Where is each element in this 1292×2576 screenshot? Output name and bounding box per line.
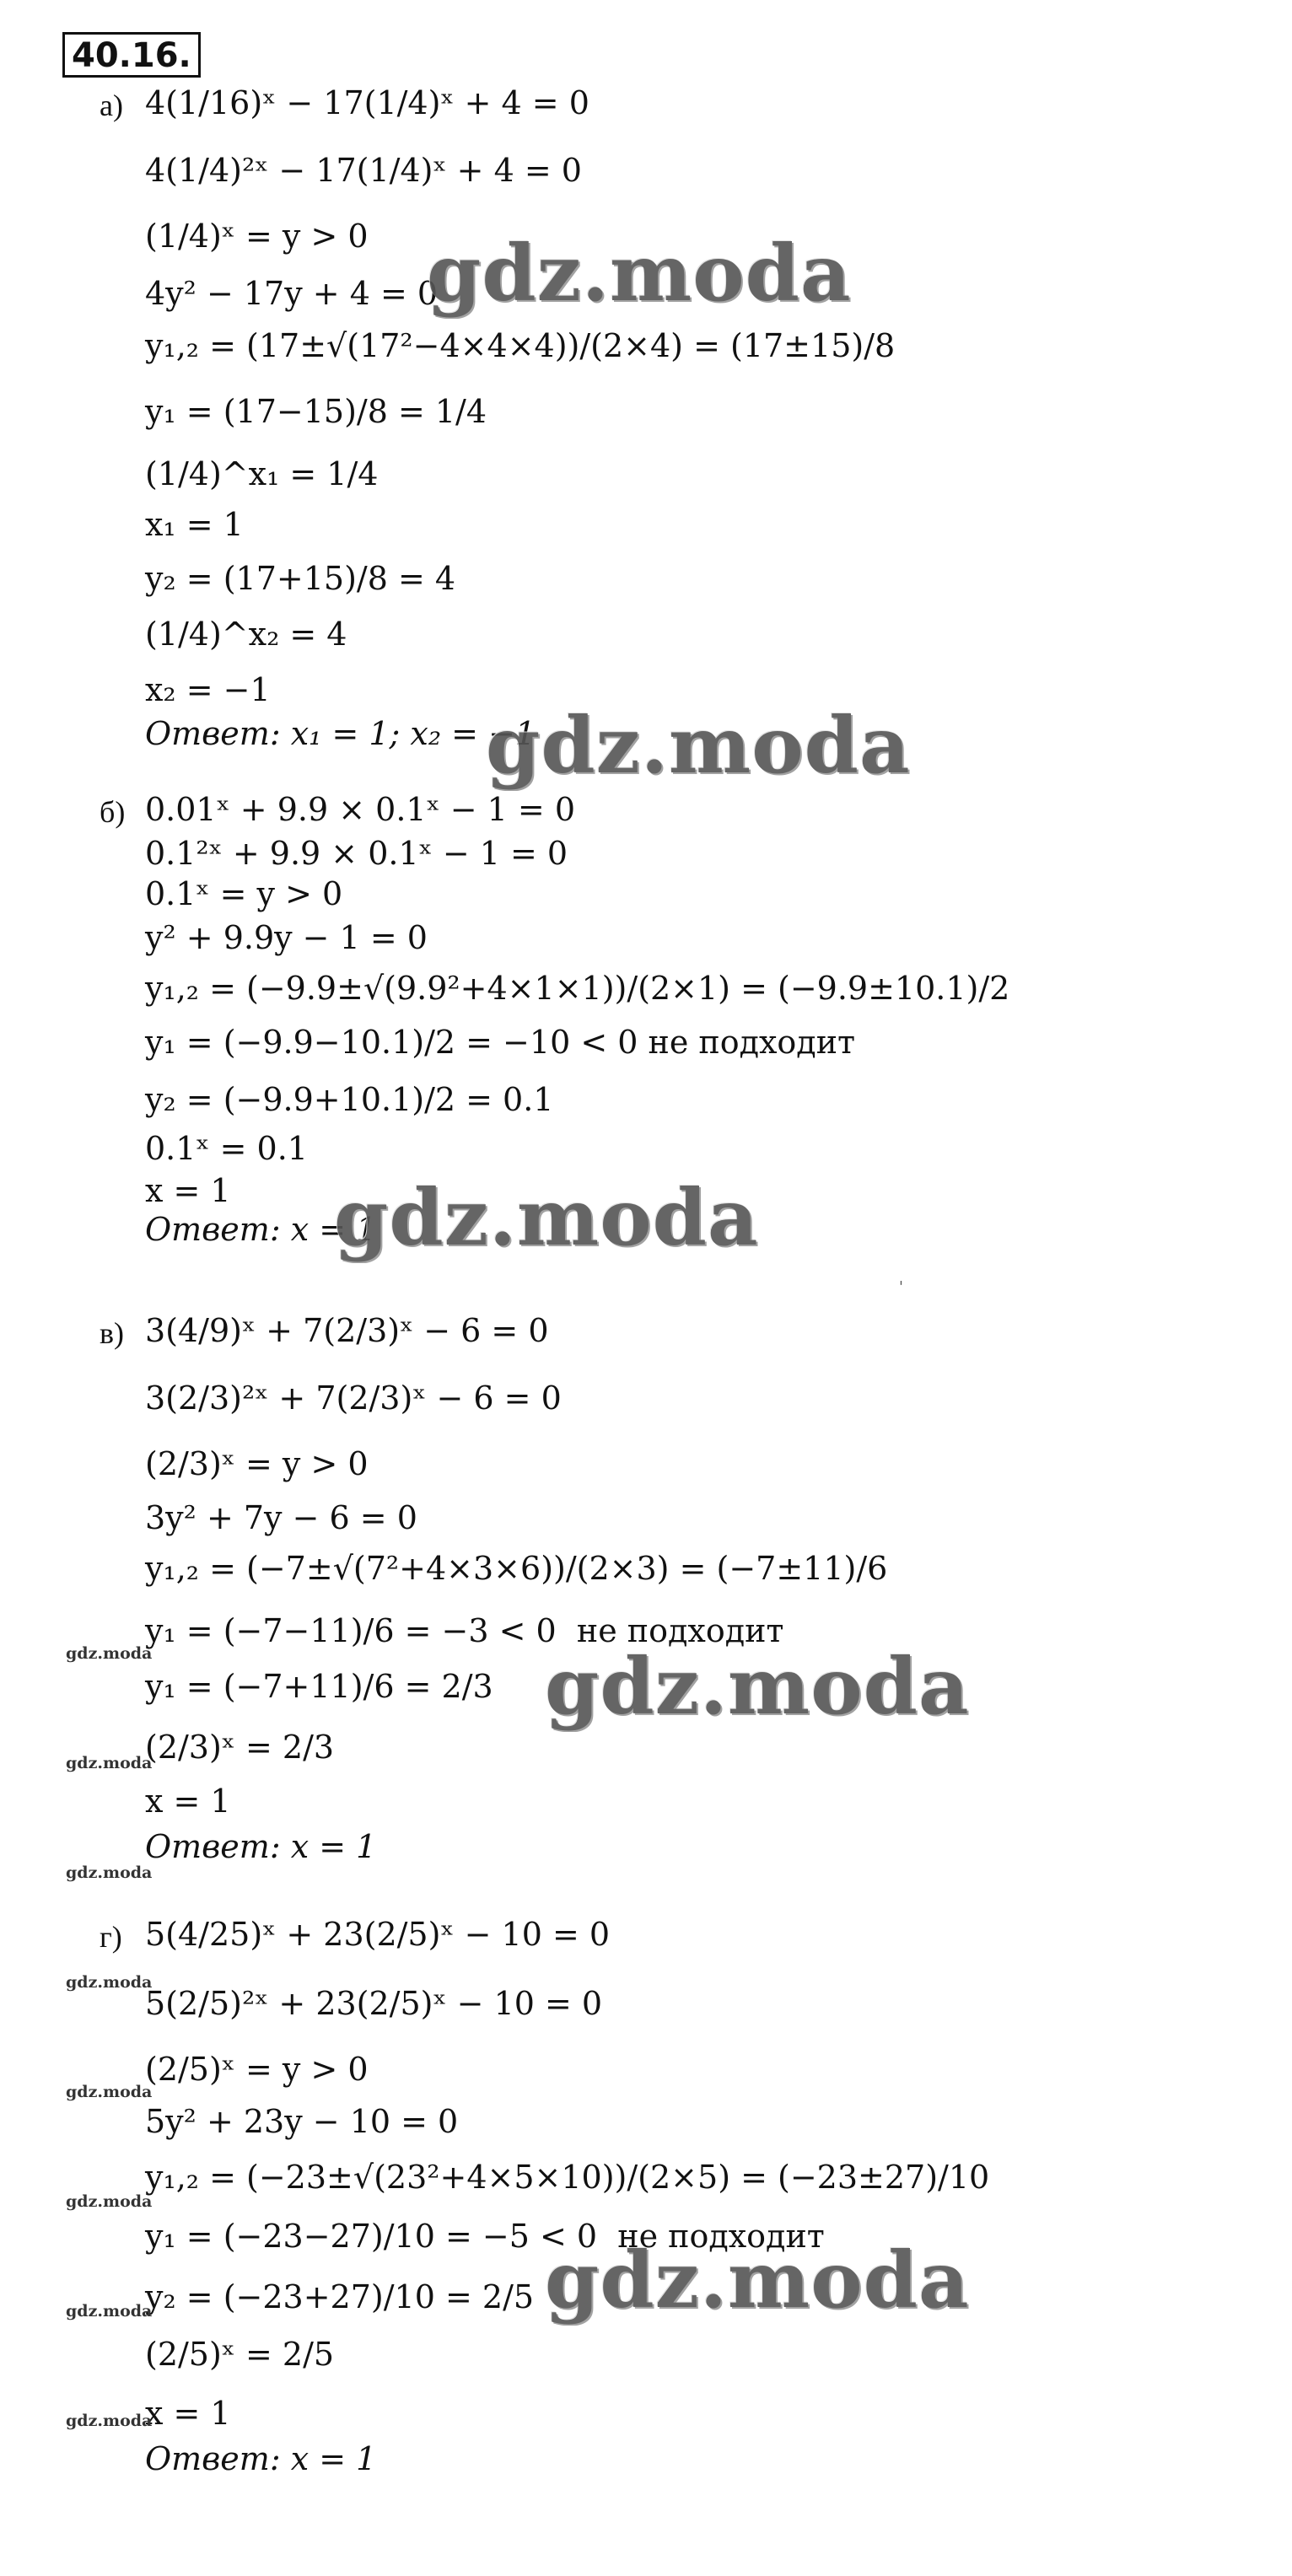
part-label-c: в)	[100, 1316, 124, 1350]
equation-line: 3y² + 7y − 6 = 0	[145, 1499, 417, 1536]
answer-line: Ответ: x = 1	[145, 2440, 377, 2477]
equation-line: 5y² + 23y − 10 = 0	[145, 2103, 459, 2140]
equation-line: 0.1²ˣ + 9.9 × 0.1ˣ − 1 = 0	[145, 835, 568, 872]
part-label-a: а)	[100, 89, 123, 122]
equation-line: y₁,₂ = (−7±√(7²+4×3×6))/(2×3) = (−7±11)/6	[145, 1550, 888, 1587]
equation-line: (1/4)^x₂ = 4	[145, 616, 347, 653]
part-label-b: б)	[100, 795, 126, 829]
equation-line: 4(1/16)ˣ − 17(1/4)ˣ + 4 = 0	[145, 84, 589, 121]
watermark: gdz.moda	[334, 1172, 759, 1263]
equation-line: 0.1ˣ = 0.1	[145, 1130, 308, 1167]
watermark-small: gdz.moda	[66, 1644, 153, 1663]
watermark: gdz.moda	[427, 228, 852, 319]
equation-line: y₁ = (−9.9−10.1)/2 = −10 < 0 не подходит	[145, 1024, 856, 1061]
equation-line: (1/4)ˣ = y > 0	[145, 218, 369, 255]
equation-line: y₁,₂ = (−9.9±√(9.9²+4×1×1))/(2×1) = (−9.9±10.1)/2	[145, 970, 1010, 1007]
equation-line: y₁,₂ = (−23±√(23²+4×5×10))/(2×5) = (−23±27)/10	[145, 2159, 990, 2196]
equation-line: (2/5)ˣ = y > 0	[145, 2051, 369, 2088]
equation-line: (1/4)^x₁ = 1/4	[145, 455, 379, 492]
equation-line: y₁ = (−23−27)/10 = −5 < 0 не подходит	[145, 2218, 825, 2255]
equation-line: y₂ = (−23+27)/10 = 2/5	[145, 2278, 535, 2315]
equation-line: y₁ = (−7+11)/6 = 2/3	[145, 1668, 493, 1705]
stray-mark: '	[899, 1278, 903, 1296]
equation-line: y₁,₂ = (17±√(17²−4×4×4))/(2×4) = (17±15)/8	[145, 327, 896, 364]
answer-line: Ответ: x = 1	[145, 1211, 377, 1248]
equation-line: (2/3)ˣ = y > 0	[145, 1445, 369, 1482]
equation-line: 5(4/25)ˣ + 23(2/5)ˣ − 10 = 0	[145, 1916, 611, 1953]
answer-line: Ответ: x = 1	[145, 1828, 377, 1865]
part-label-d: г)	[100, 1920, 122, 1954]
equation-line: 4y² − 17y + 4 = 0	[145, 275, 439, 312]
answer-line: Ответ: x₁ = 1; x₂ = −1	[145, 715, 536, 752]
equation-line: 4(1/4)²ˣ − 17(1/4)ˣ + 4 = 0	[145, 152, 582, 189]
equation-line: y₂ = (−9.9+10.1)/2 = 0.1	[145, 1081, 554, 1118]
watermark: gdz.moda	[486, 700, 911, 791]
watermark-small: gdz.moda	[66, 2302, 153, 2321]
equation-line: x₁ = 1	[145, 506, 244, 543]
watermark-small: gdz.moda	[66, 1863, 153, 1882]
equation-line: x = 1	[145, 2395, 231, 2432]
watermark: gdz.moda	[545, 2235, 970, 2326]
watermark: gdz.moda	[545, 1641, 970, 1732]
problem-number: 40.16.	[62, 32, 201, 78]
watermark-small: gdz.moda	[66, 1754, 153, 1772]
watermark-small: gdz.moda	[66, 2083, 153, 2101]
watermark-small: gdz.moda	[66, 1973, 153, 1992]
equation-line: (2/5)ˣ = 2/5	[145, 2336, 335, 2373]
equation-line: x = 1	[145, 1172, 231, 1209]
equation-line: 3(4/9)ˣ + 7(2/3)ˣ − 6 = 0	[145, 1312, 549, 1349]
equation-line: y₁ = (−7−11)/6 = −3 < 0 не подходит	[145, 1612, 784, 1649]
equation-line: y₂ = (17+15)/8 = 4	[145, 560, 456, 597]
equation-line: 0.1ˣ = y > 0	[145, 875, 343, 912]
equation-line: 0.01ˣ + 9.9 × 0.1ˣ − 1 = 0	[145, 791, 576, 828]
equation-line: y² + 9.9y − 1 = 0	[145, 919, 428, 956]
equation-line: 3(2/3)²ˣ + 7(2/3)ˣ − 6 = 0	[145, 1379, 562, 1417]
equation-line: x = 1	[145, 1783, 231, 1820]
equation-line: (2/3)ˣ = 2/3	[145, 1729, 335, 1766]
watermark-small: gdz.moda	[66, 2192, 153, 2211]
equation-line: 5(2/5)²ˣ + 23(2/5)ˣ − 10 = 0	[145, 1985, 603, 2022]
watermark-small: gdz.moda	[66, 2412, 153, 2430]
equation-line: x₂ = −1	[145, 671, 271, 708]
equation-line: y₁ = (17−15)/8 = 1/4	[145, 393, 487, 430]
